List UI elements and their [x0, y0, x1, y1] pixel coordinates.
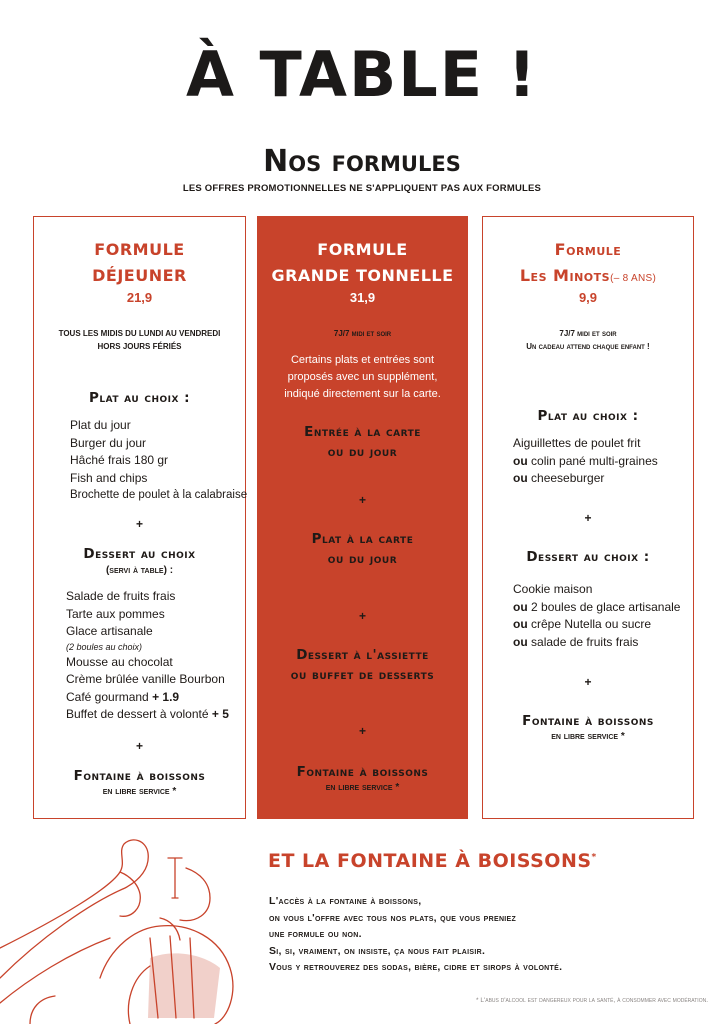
list-item [66, 706, 246, 724]
list-item: Fish and chips [70, 470, 148, 485]
plat-heading: Plat au choix : [88, 390, 191, 406]
dessert-list [513, 581, 693, 651]
item-text: cheeseburger [531, 471, 605, 485]
or-label: ou [513, 617, 528, 631]
info-line: indiqué directement sur la carte. [284, 388, 441, 400]
title-line: FORMULE [94, 240, 185, 259]
formule-grande-tonnelle-card [257, 216, 468, 819]
plat-list [70, 417, 250, 505]
title-line: Formule [554, 240, 622, 259]
cafe-label: Café gourmand [66, 689, 149, 704]
fontaine-heading: Fontaine à boissons [522, 713, 654, 729]
entree-line: Entrée à la carte [304, 424, 421, 440]
list-item-note: (2 boules au choix) [66, 641, 143, 652]
title-text: Les Minots [519, 266, 611, 285]
note-line: Un cadeau attend chaque enfant ! [526, 342, 650, 351]
fontaine-sub: en libre service * [551, 731, 625, 742]
plat-block [258, 529, 467, 569]
list-item: Aiguillettes de poulet frit [513, 436, 641, 450]
plat-line: ou du jour [327, 551, 398, 567]
formule-dejeuner-card [33, 216, 246, 819]
title-line: GRANDE TONNELLE [271, 266, 454, 285]
fontaine-sub: en libre service * [102, 786, 177, 797]
item-text: salade de fruits frais [531, 634, 639, 649]
formule-grande-title [258, 237, 467, 289]
formule-grande-info [258, 352, 467, 403]
list-item: Glace artisanale [66, 624, 153, 638]
plus-separator: + [358, 724, 366, 738]
formule-minots-card [482, 216, 694, 819]
list-item: Plat du jour [70, 418, 131, 432]
formule-minots-price: 9,9 [578, 290, 598, 305]
list-item: Burger du jour [70, 435, 147, 450]
description-line: on vous l'offre avec tous nos plats, que vous preniez [269, 911, 517, 924]
description-line: Si, si, vraiment, on insiste, ça nous fait plaisir. [269, 944, 486, 957]
fontaine-block [258, 762, 467, 793]
info-line: proposés avec un supplément, [287, 371, 438, 383]
or-label: ou [513, 634, 528, 649]
fontaine-heading: Fontaine à boissons [73, 768, 206, 784]
fontaine-title [268, 850, 597, 872]
description-line: une formule ou non. [269, 928, 362, 940]
dessert-block [258, 645, 467, 685]
plus-separator: + [135, 517, 143, 531]
or-label: ou [513, 599, 528, 614]
list-item: Hâché frais 180 gr [70, 453, 169, 467]
list-item [513, 470, 688, 488]
note-line: HORS JOURS FÉRIÉS [97, 342, 182, 351]
formule-grande-price: 31,9 [349, 290, 376, 305]
list-item: Mousse au chocolat [66, 654, 173, 669]
plus-separator: + [584, 511, 592, 525]
list-item: Tarte aux pommes [66, 606, 165, 621]
formule-minots-note [483, 327, 693, 353]
cafe-extra: + 1.9 [152, 689, 180, 704]
tap-illustration [0, 828, 255, 1024]
description-line: Vous y retrouverez des sodas, bière, cidre et sirops à volonté. [269, 961, 563, 973]
formule-grande-note: 7J/7 midi et soir [333, 329, 392, 338]
fontaine-description [269, 893, 562, 976]
info-line: Certains plats et entrées sont [290, 354, 435, 366]
buffet-extra: + 5 [211, 707, 229, 721]
formule-dejeuner-note [34, 327, 245, 353]
buffet-label: Buffet de dessert à volonté [66, 707, 209, 721]
plat-list [513, 435, 688, 488]
item-text: colin pané multi-graines [531, 453, 658, 468]
fontaine-block [34, 766, 245, 797]
formule-minots-title [483, 237, 693, 292]
formule-dejeuner-price: 21,9 [126, 290, 153, 305]
page-subtitle: Nos formules [263, 144, 461, 179]
list-item: Salade de fruits frais [66, 589, 176, 603]
list-item: Brochette de poulet à la calabraise [70, 489, 248, 501]
fontaine-title-mark: * [591, 852, 597, 863]
title-line [483, 263, 693, 292]
entree-line: ou du jour [327, 444, 398, 460]
title-line: DÉJEUNER [92, 266, 187, 285]
note-line: 7J/7 midi et soir [559, 329, 617, 338]
plus-separator: + [135, 739, 143, 753]
list-item [513, 453, 688, 471]
alcohol-disclaimer: * L'abus d'alcool est dangereux pour la santé, à consommer avec modération. [476, 997, 708, 1004]
list-item [513, 634, 693, 652]
dessert-subheading: (servi à table) : [105, 565, 174, 576]
title-line: FORMULE [317, 240, 408, 259]
item-text: 2 boules de glace artisanale [531, 599, 681, 614]
fontaine-block [483, 711, 693, 742]
list-item [513, 599, 693, 617]
list-item: Cookie maison [513, 582, 593, 596]
fontaine-sub: en libre service * [325, 782, 400, 793]
fontaine-title-text: ET LA FONTAINE À BOISSONS [268, 850, 592, 872]
page-title: À TABLE ! [185, 38, 538, 111]
tagline: LES OFFRES PROMOTIONNELLES NE S'APPLIQUENT PAS AUX FORMULES [182, 183, 542, 194]
dessert-heading: Dessert au choix [83, 546, 196, 562]
plat-line: Plat à la carte [311, 531, 414, 547]
note-line: TOUS LES MIDIS DU LUNDI AU VENDREDI [58, 329, 221, 338]
formule-dejeuner-title [34, 237, 245, 289]
plus-separator: + [358, 493, 366, 507]
dessert-heading: Dessert au choix : [526, 549, 650, 565]
age-label: (– 8 ANS) [610, 273, 657, 284]
plus-separator: + [358, 609, 366, 623]
plus-separator: + [584, 675, 592, 689]
fontaine-heading: Fontaine à boissons [296, 764, 429, 780]
item-text: crêpe Nutella ou sucre [531, 617, 652, 631]
dessert-line: Dessert à l'assiette [296, 647, 429, 663]
or-label: ou [513, 453, 528, 468]
dessert-list [66, 588, 246, 724]
plat-heading: Plat au choix : [537, 408, 639, 424]
list-item [513, 616, 693, 634]
dessert-line: ou buffet de desserts [290, 667, 435, 683]
or-label: ou [513, 471, 528, 485]
list-item [66, 689, 246, 707]
list-item: Crème brûlée vanille Bourbon [66, 672, 225, 686]
entree-block [258, 422, 467, 462]
description-line: L'accès à la fontaine à boissons, [269, 895, 422, 907]
